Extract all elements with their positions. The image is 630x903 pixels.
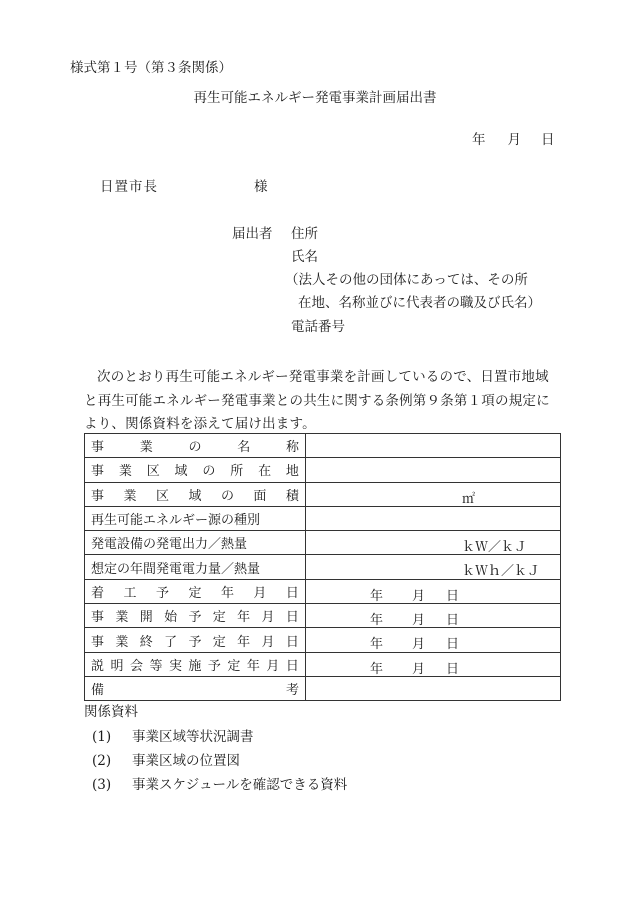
row-value[interactable] (306, 506, 561, 530)
submission-date (472, 134, 569, 148)
row-label-text: 事 業 の 名 称 (91, 440, 299, 456)
row-label (85, 676, 306, 700)
row-label (85, 555, 306, 579)
date-year-unit: 年 (472, 132, 486, 148)
table-row (85, 506, 561, 530)
table-row (85, 555, 561, 579)
addressee-name: 日置市長 (100, 179, 158, 195)
unit-label: ｋＷｈ／ｋＪ (462, 564, 541, 580)
row-value[interactable] (306, 458, 561, 482)
row-label (85, 434, 306, 458)
row-value[interactable] (306, 482, 561, 506)
related-documents-header: 関係資料 (84, 704, 138, 720)
row-value[interactable] (306, 579, 561, 603)
row-label (85, 458, 306, 482)
row-label-text: 再生可能エネルギー源の種別 (91, 513, 261, 529)
date-day-unit: 日 (446, 588, 460, 604)
date-year-unit: 年 (370, 613, 384, 629)
applicant-label: 届出者 (232, 226, 273, 242)
table-row (85, 434, 561, 458)
corporate-note-line1: （法人その他の団体にあっては、その所 (285, 272, 528, 288)
row-label-text: 発電設備の発電出力／熱量 (91, 537, 248, 553)
table-row (85, 628, 561, 652)
row-value[interactable] (306, 604, 561, 628)
list-item-text: 事業スケジュールを確認できる資料 (132, 777, 348, 793)
row-label (85, 506, 306, 530)
table-row (85, 458, 561, 482)
row-value[interactable] (306, 676, 561, 700)
row-label-text: 着 工 予 定 年 月 日 (91, 585, 299, 601)
list-item-number: (3) (92, 777, 112, 793)
row-label (85, 628, 306, 652)
table-row (85, 676, 561, 700)
table-row (85, 579, 561, 603)
row-label (85, 531, 306, 555)
table-row (85, 652, 561, 676)
phone-label: 電話番号 (291, 319, 345, 335)
body-paragraph: 次のとおり再生可能エネルギー発電事業を計画しているので、日置市地域と再生可能エネルギー発電事業との共生に関する条例第９条第１項の規定により、関係資料を添えて届け出ます。 (84, 369, 550, 432)
row-label (85, 604, 306, 628)
row-label (85, 579, 306, 603)
date-month-unit: 月 (412, 637, 426, 653)
row-value[interactable] (306, 531, 561, 555)
row-label-text: 想定の年間発電電力量／熱量 (91, 561, 261, 577)
row-value[interactable] (306, 628, 561, 652)
list-item-text: 事業区域等状況調書 (132, 729, 254, 745)
row-value[interactable] (306, 652, 561, 676)
date-day-unit: 日 (446, 613, 460, 629)
list-item-text: 事業区域の位置図 (132, 753, 240, 769)
table-row (85, 604, 561, 628)
document-title: 再生可能エネルギー発電事業計画届出書 (193, 90, 437, 106)
date-month-unit: 月 (412, 613, 426, 629)
date-year-unit: 年 (370, 588, 384, 604)
row-label-text: 事 業 区 域 の 面 積 (91, 488, 299, 504)
row-label (85, 652, 306, 676)
row-label-text: 事 業 区 域 の 所 在 地 (91, 464, 299, 480)
date-day-unit: 日 (446, 637, 460, 653)
date-month-unit: 月 (412, 588, 426, 604)
row-value[interactable] (306, 555, 561, 579)
form-number: 様式第１号（第３条関係） (70, 60, 232, 76)
date-month-unit: 月 (412, 661, 426, 677)
address-label: 住所 (291, 226, 318, 242)
unit-label: ｋＷ／ｋＪ (462, 540, 528, 556)
row-label-text: 事 業 終 了 予 定 年 月 日 (91, 634, 299, 650)
project-info-table (84, 433, 561, 701)
table-row (85, 482, 561, 506)
row-label (85, 482, 306, 506)
addressee-honorific: 様 (254, 179, 268, 195)
list-item-number: (2) (92, 753, 112, 769)
row-label-text: 備 考 (91, 683, 299, 699)
date-year-unit: 年 (370, 661, 384, 677)
unit-label: ㎡ (462, 491, 476, 507)
date-day-unit: 日 (541, 132, 555, 148)
date-day-unit: 日 (446, 661, 460, 677)
list-item (92, 755, 240, 769)
date-year-unit: 年 (370, 637, 384, 653)
addressee (100, 181, 268, 195)
list-item (92, 779, 347, 793)
table-row (85, 531, 561, 555)
date-month-unit: 月 (507, 132, 521, 148)
row-value[interactable] (306, 434, 561, 458)
row-label-text: 説 明 会 等 実 施 予 定 年 月 日 (91, 658, 299, 674)
list-item (92, 731, 254, 745)
name-label: 氏名 (291, 249, 318, 265)
corporate-note-line2: 在地、名称並びに代表者の職及び氏名） (298, 295, 541, 311)
list-item-number: (1) (92, 729, 112, 745)
row-label-text: 事 業 開 始 予 定 年 月 日 (91, 610, 299, 626)
